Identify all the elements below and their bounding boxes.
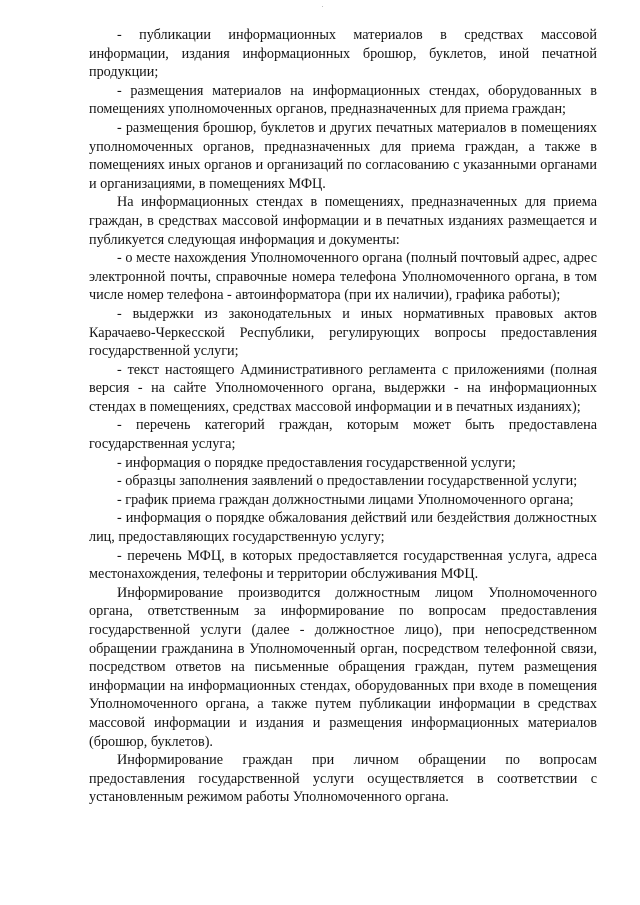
paragraph-personal-informing: Информирование граждан при личном обращении по вопросам предоставления государственной услуги осуществляется в соответствии с установленным режимом работы Уполномоченного органа. (89, 752, 597, 806)
paragraph-schedule-bullet: - график приема граждан должностными лицами Уполномоченного органа; (117, 491, 574, 508)
paragraph-categories-bullet: - перечень категорий граждан, которым может быть предоставлена государственная услуга; (89, 417, 597, 453)
paragraph-informing-official: Информирование производится должностным лицом Уполномоченного органа, ответственным за информирование по вопросам предоставления государственной услуги (далее - должностное лицо), при непосредственном обращении гражданина в Уполномоченный орган, посредством телефонной связи, посредством ответов на письменные обращения граждан, путем размещения информации на информационных стендах, оборудованных при входе в помещения Уполномоченного органа, а также путем публикации информации в средствах массовой информации и издания и размещения информационных материалов (брошюр, буклетов). (89, 584, 597, 750)
paragraph-legal-acts-bullet: - выдержки из законодательных и иных нормативных правовых актов Карачаево-Черкесской Республики, регулирующих вопросы предоставления государственной услуги; (89, 305, 597, 360)
paragraph-publications-bullet: - публикации информационных материалов в средствах массовой информации, издания информационных брошюр, буклетов, иной печатной продукции; (89, 27, 597, 81)
paragraph-mfc-list-bullet: - перечень МФЦ, в которых предоставляется государственная услуга, адреса местонахождения, телефоны и территории обслуживания МФЦ. (89, 547, 597, 583)
paragraph-regulation-text-bullet: - текст настоящего Административного регламента с приложениями (полная версия - на сайте Уполномоченного органа, выдержки - на информационных стендах в помещениях, средствах массовой информации и в печатных изданиях); (89, 361, 597, 415)
paragraph-samples-bullet: - образцы заполнения заявлений о предоставлении государственной услуги; (117, 473, 578, 490)
paragraph-procedure-bullet: - информация о порядке предоставления государственной услуги; (117, 454, 516, 471)
paragraph-info-stands-intro: На информационных стендах в помещениях, предназначенных для приема граждан, в средствах массовой информации и в печатных изданиях размещается и публикуется следующая информация и документы: (89, 194, 597, 248)
paragraph-location-bullet: - о месте нахождения Уполномоченного органа (полный почтовый адрес, адрес электронной почты, справочные номера телефона Уполномоченного органа, в том числе номер телефона - автоинформатора (при их наличии), графика работы); (89, 250, 597, 304)
paragraph-stands-bullet: - размещения материалов на информационных стендах, оборудованных в помещениях уполномоченных органов, предназначенных для приема граждан; (89, 82, 597, 118)
paragraph-brochures-bullet: - размещения брошюр, буклетов и других печатных материалов в помещениях уполномоченных органов, предназначенных для приема граждан, а также в помещениях иных органов и организаций по согласованию с указанными органами и организациями, в помещениях МФЦ. (89, 119, 597, 192)
document-page (89, 26, 597, 807)
paragraph-appeal-bullet: - информация о порядке обжалования действий или бездействия должностных лиц, предоставляющих государственную услугу; (89, 510, 597, 546)
scan-mark (322, 6, 323, 7)
